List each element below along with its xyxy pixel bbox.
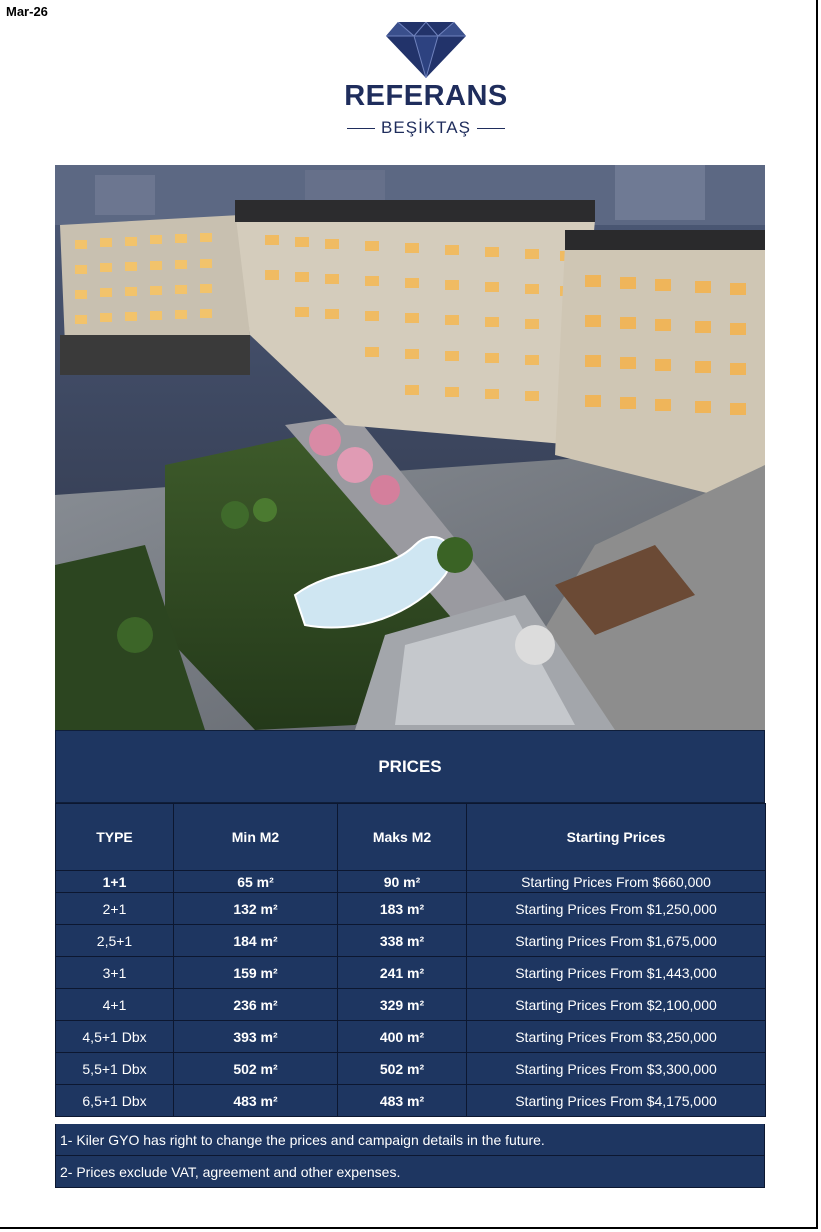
cell-max: 400 m² <box>338 1021 467 1053</box>
cell-type: 4+1 <box>56 989 174 1021</box>
cell-max: 338 m² <box>338 925 467 957</box>
cell-min: 184 m² <box>174 925 338 957</box>
diamond-icon <box>386 22 466 78</box>
prices-header-row <box>56 804 766 871</box>
cell-min: 393 m² <box>174 1021 338 1053</box>
table-row <box>56 1021 766 1053</box>
table-row <box>56 1053 766 1085</box>
cell-price: Starting Prices From $1,250,000 <box>467 893 766 925</box>
cell-max: 183 m² <box>338 893 467 925</box>
cell-min: 483 m² <box>174 1085 338 1117</box>
cell-max: 90 m² <box>338 871 467 893</box>
cell-max: 483 m² <box>338 1085 467 1117</box>
cell-price: Starting Prices From $1,675,000 <box>467 925 766 957</box>
header-min-m2: Min M2 <box>174 804 338 871</box>
header-type: TYPE <box>56 804 174 871</box>
prices-title: PRICES <box>55 730 765 803</box>
price-notes <box>55 1124 765 1188</box>
cell-type: 2,5+1 <box>56 925 174 957</box>
cell-price: Starting Prices From $660,000 <box>467 871 766 893</box>
cell-price: Starting Prices From $2,100,000 <box>467 989 766 1021</box>
hero-rendering-image <box>55 165 765 730</box>
date-label: Mar-26 <box>6 4 48 19</box>
brand-subtitle-row <box>340 118 512 138</box>
cell-max: 241 m² <box>338 957 467 989</box>
cell-min: 132 m² <box>174 893 338 925</box>
header-starting-prices: Starting Prices <box>467 804 766 871</box>
cell-price: Starting Prices From $4,175,000 <box>467 1085 766 1117</box>
table-row <box>56 1085 766 1117</box>
cell-min: 236 m² <box>174 989 338 1021</box>
cell-type: 3+1 <box>56 957 174 989</box>
cell-type: 6,5+1 Dbx <box>56 1085 174 1117</box>
subtitle-line-left <box>347 128 375 129</box>
table-row <box>56 871 766 893</box>
table-row <box>56 989 766 1021</box>
cell-max: 329 m² <box>338 989 467 1021</box>
cell-min: 502 m² <box>174 1053 338 1085</box>
cell-price: Starting Prices From $3,250,000 <box>467 1021 766 1053</box>
cell-type: 5,5+1 Dbx <box>56 1053 174 1085</box>
referans-logo <box>340 22 512 142</box>
table-row <box>56 957 766 989</box>
cell-price: Starting Prices From $1,443,000 <box>467 957 766 989</box>
cell-price: Starting Prices From $3,300,000 <box>467 1053 766 1085</box>
table-row <box>56 925 766 957</box>
cell-max: 502 m² <box>338 1053 467 1085</box>
prices-table <box>55 803 766 1117</box>
cell-type: 1+1 <box>56 871 174 893</box>
cell-type: 2+1 <box>56 893 174 925</box>
cell-min: 159 m² <box>174 957 338 989</box>
header-max-m2: Maks M2 <box>338 804 467 871</box>
brand-name: REFERANS <box>344 80 508 112</box>
table-row <box>56 893 766 925</box>
cell-type: 4,5+1 Dbx <box>56 1021 174 1053</box>
brand-subtitle: BEŞİKTAŞ <box>381 118 471 137</box>
subtitle-line-right <box>477 128 505 129</box>
cell-min: 65 m² <box>174 871 338 893</box>
note-item: 2- Prices exclude VAT, agreement and other expenses. <box>55 1156 765 1188</box>
note-item: 1- Kiler GYO has right to change the prices and campaign details in the future. <box>55 1124 765 1156</box>
